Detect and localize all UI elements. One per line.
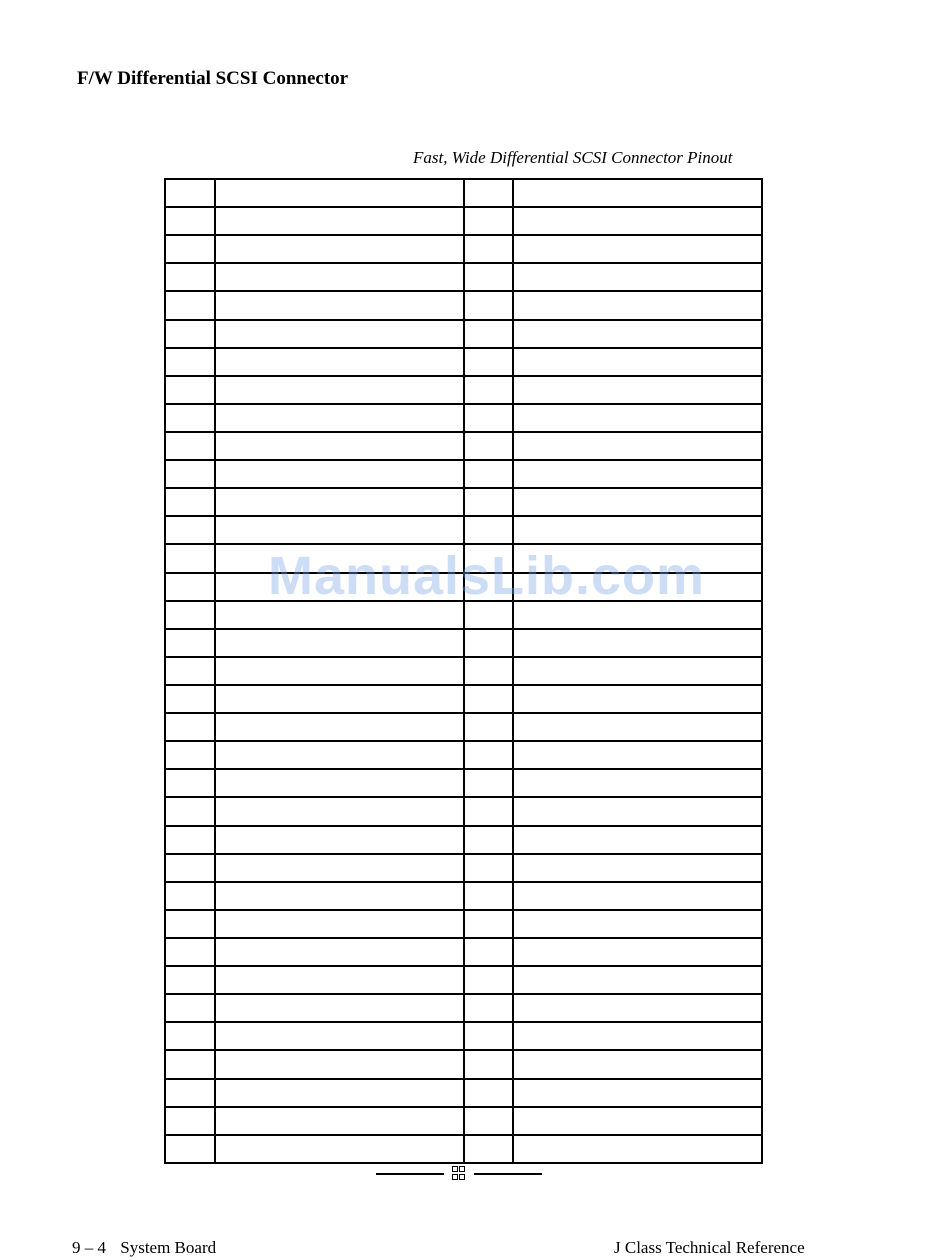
pin-number-cell (464, 488, 513, 516)
signal-name-cell (215, 1135, 464, 1163)
table-row (165, 769, 762, 797)
pin-number-cell (464, 713, 513, 741)
table-row (165, 516, 762, 544)
signal-name-cell (513, 263, 762, 291)
signal-name-cell (513, 291, 762, 319)
signal-name-cell (215, 713, 464, 741)
signal-name-cell (215, 460, 464, 488)
pin-number-cell (165, 404, 215, 432)
table-row (165, 263, 762, 291)
pin-number-cell (165, 1050, 215, 1078)
pin-number-cell (165, 769, 215, 797)
pin-number-cell (165, 657, 215, 685)
pin-number-cell (165, 685, 215, 713)
table-row (165, 348, 762, 376)
signal-name-cell (215, 1107, 464, 1135)
signal-name-cell (215, 994, 464, 1022)
pin-number-cell (464, 826, 513, 854)
end-mark-line-right (474, 1173, 542, 1175)
end-of-section-mark (376, 1166, 542, 1184)
signal-name-cell (513, 910, 762, 938)
signal-name-cell (513, 966, 762, 994)
signal-name-cell (513, 826, 762, 854)
table-row (165, 1107, 762, 1135)
table-row (165, 994, 762, 1022)
signal-name-cell (513, 179, 762, 207)
signal-name-cell (513, 601, 762, 629)
pin-number-cell (464, 516, 513, 544)
signal-name-cell (513, 882, 762, 910)
pin-number-cell (464, 797, 513, 825)
pin-number-cell (165, 376, 215, 404)
signal-name-cell (513, 348, 762, 376)
table-row (165, 235, 762, 263)
pin-number-cell (165, 910, 215, 938)
table-row (165, 179, 762, 207)
pin-number-cell (165, 601, 215, 629)
pin-number-cell (464, 994, 513, 1022)
pin-number-cell (165, 291, 215, 319)
table-row (165, 826, 762, 854)
pin-number-cell (165, 516, 215, 544)
table-row (165, 573, 762, 601)
page-number: 9 – 4 (72, 1238, 106, 1257)
signal-name-cell (513, 797, 762, 825)
pin-number-cell (165, 235, 215, 263)
footer-section: System Board (120, 1238, 217, 1257)
pin-number-cell (165, 1107, 215, 1135)
table-row (165, 685, 762, 713)
table-row (165, 1050, 762, 1078)
pin-number-cell (464, 348, 513, 376)
pin-number-cell (165, 1079, 215, 1107)
signal-name-cell (513, 207, 762, 235)
table-row (165, 432, 762, 460)
signal-name-cell (513, 320, 762, 348)
signal-name-cell (513, 404, 762, 432)
table-row (165, 657, 762, 685)
pin-number-cell (165, 854, 215, 882)
table-row (165, 320, 762, 348)
signal-name-cell (215, 1050, 464, 1078)
table-row (165, 376, 762, 404)
pin-number-cell (165, 797, 215, 825)
pin-number-cell (464, 938, 513, 966)
section-title: F/W Differential SCSI Connector (77, 68, 349, 89)
pin-number-cell (165, 882, 215, 910)
table-row (165, 882, 762, 910)
pin-number-cell (464, 629, 513, 657)
signal-name-cell (513, 1050, 762, 1078)
signal-name-cell (215, 938, 464, 966)
signal-name-cell (513, 713, 762, 741)
pin-number-cell (165, 263, 215, 291)
signal-name-cell (215, 488, 464, 516)
table-row (165, 854, 762, 882)
pin-number-cell (464, 882, 513, 910)
signal-name-cell (513, 854, 762, 882)
pin-number-cell (165, 460, 215, 488)
pin-number-cell (464, 179, 513, 207)
pin-number-cell (165, 179, 215, 207)
signal-name-cell (215, 320, 464, 348)
footer-book-title: J Class Technical Reference (614, 1238, 805, 1257)
signal-name-cell (215, 207, 464, 235)
signal-name-cell (215, 348, 464, 376)
pin-number-cell (464, 235, 513, 263)
signal-name-cell (513, 994, 762, 1022)
signal-name-cell (513, 432, 762, 460)
signal-name-cell (513, 1022, 762, 1050)
pin-number-cell (464, 207, 513, 235)
pinout-table-body (165, 179, 762, 1163)
pin-number-cell (165, 573, 215, 601)
signal-name-cell (513, 488, 762, 516)
pin-number-cell (464, 601, 513, 629)
signal-name-cell (513, 1079, 762, 1107)
end-mark-line-left (376, 1173, 444, 1175)
signal-name-cell (513, 769, 762, 797)
signal-name-cell (513, 938, 762, 966)
pinout-table (164, 178, 763, 1164)
signal-name-cell (513, 376, 762, 404)
pin-number-cell (165, 994, 215, 1022)
signal-name-cell (215, 769, 464, 797)
table-row (165, 797, 762, 825)
pin-number-cell (464, 1135, 513, 1163)
signal-name-cell (513, 1135, 762, 1163)
pin-number-cell (464, 544, 513, 572)
pin-number-cell (165, 1135, 215, 1163)
signal-name-cell (215, 376, 464, 404)
signal-name-cell (215, 291, 464, 319)
signal-name-cell (513, 657, 762, 685)
signal-name-cell (215, 235, 464, 263)
signal-name-cell (215, 404, 464, 432)
signal-name-cell (215, 573, 464, 601)
table-row (165, 966, 762, 994)
signal-name-cell (513, 235, 762, 263)
signal-name-cell (215, 657, 464, 685)
pin-number-cell (165, 348, 215, 376)
pin-number-cell (165, 938, 215, 966)
table-row (165, 601, 762, 629)
signal-name-cell (215, 516, 464, 544)
signal-name-cell (215, 544, 464, 572)
pin-number-cell (165, 1022, 215, 1050)
signal-name-cell (513, 516, 762, 544)
signal-name-cell (215, 601, 464, 629)
pin-number-cell (464, 1107, 513, 1135)
signal-name-cell (513, 629, 762, 657)
pin-number-cell (165, 966, 215, 994)
table-caption: Fast, Wide Differential SCSI Connector Pinout (413, 148, 733, 167)
pin-number-cell (165, 488, 215, 516)
signal-name-cell (215, 741, 464, 769)
pin-number-cell (464, 404, 513, 432)
watermark: ManualsLib.com (268, 546, 706, 606)
signal-name-cell (215, 685, 464, 713)
pin-number-cell (165, 207, 215, 235)
signal-name-cell (215, 966, 464, 994)
table-row (165, 544, 762, 572)
table-row (165, 741, 762, 769)
signal-name-cell (513, 544, 762, 572)
table-row (165, 1022, 762, 1050)
signal-name-cell (215, 263, 464, 291)
pin-number-cell (464, 657, 513, 685)
end-mark-icon (452, 1166, 466, 1182)
signal-name-cell (513, 685, 762, 713)
signal-name-cell (215, 432, 464, 460)
table-row (165, 488, 762, 516)
signal-name-cell (215, 797, 464, 825)
pin-number-cell (464, 573, 513, 601)
signal-name-cell (215, 910, 464, 938)
pin-number-cell (165, 432, 215, 460)
pin-number-cell (464, 432, 513, 460)
pin-number-cell (464, 854, 513, 882)
signal-name-cell (215, 826, 464, 854)
pin-number-cell (464, 1022, 513, 1050)
table-row (165, 938, 762, 966)
signal-name-cell (513, 460, 762, 488)
pin-number-cell (165, 741, 215, 769)
pin-number-cell (464, 1079, 513, 1107)
pin-number-cell (464, 769, 513, 797)
table-row (165, 713, 762, 741)
signal-name-cell (513, 741, 762, 769)
pin-number-cell (464, 320, 513, 348)
pin-number-cell (464, 263, 513, 291)
table-row (165, 629, 762, 657)
signal-name-cell (215, 854, 464, 882)
pin-number-cell (165, 320, 215, 348)
table-row (165, 1079, 762, 1107)
pin-number-cell (464, 291, 513, 319)
pin-number-cell (165, 826, 215, 854)
table-row (165, 207, 762, 235)
pin-number-cell (464, 1050, 513, 1078)
signal-name-cell (215, 882, 464, 910)
signal-name-cell (215, 1022, 464, 1050)
pin-number-cell (464, 741, 513, 769)
table-row (165, 460, 762, 488)
signal-name-cell (513, 1107, 762, 1135)
table-row (165, 291, 762, 319)
pin-number-cell (165, 544, 215, 572)
pin-number-cell (464, 966, 513, 994)
signal-name-cell (215, 179, 464, 207)
signal-name-cell (215, 1079, 464, 1107)
signal-name-cell (215, 629, 464, 657)
signal-name-cell (513, 573, 762, 601)
pin-number-cell (464, 910, 513, 938)
footer-left (72, 1238, 216, 1258)
table-row (165, 404, 762, 432)
pin-number-cell (464, 460, 513, 488)
pin-number-cell (464, 685, 513, 713)
table-row (165, 1135, 762, 1163)
pin-number-cell (165, 713, 215, 741)
pin-number-cell (464, 376, 513, 404)
table-row (165, 910, 762, 938)
pin-number-cell (165, 629, 215, 657)
